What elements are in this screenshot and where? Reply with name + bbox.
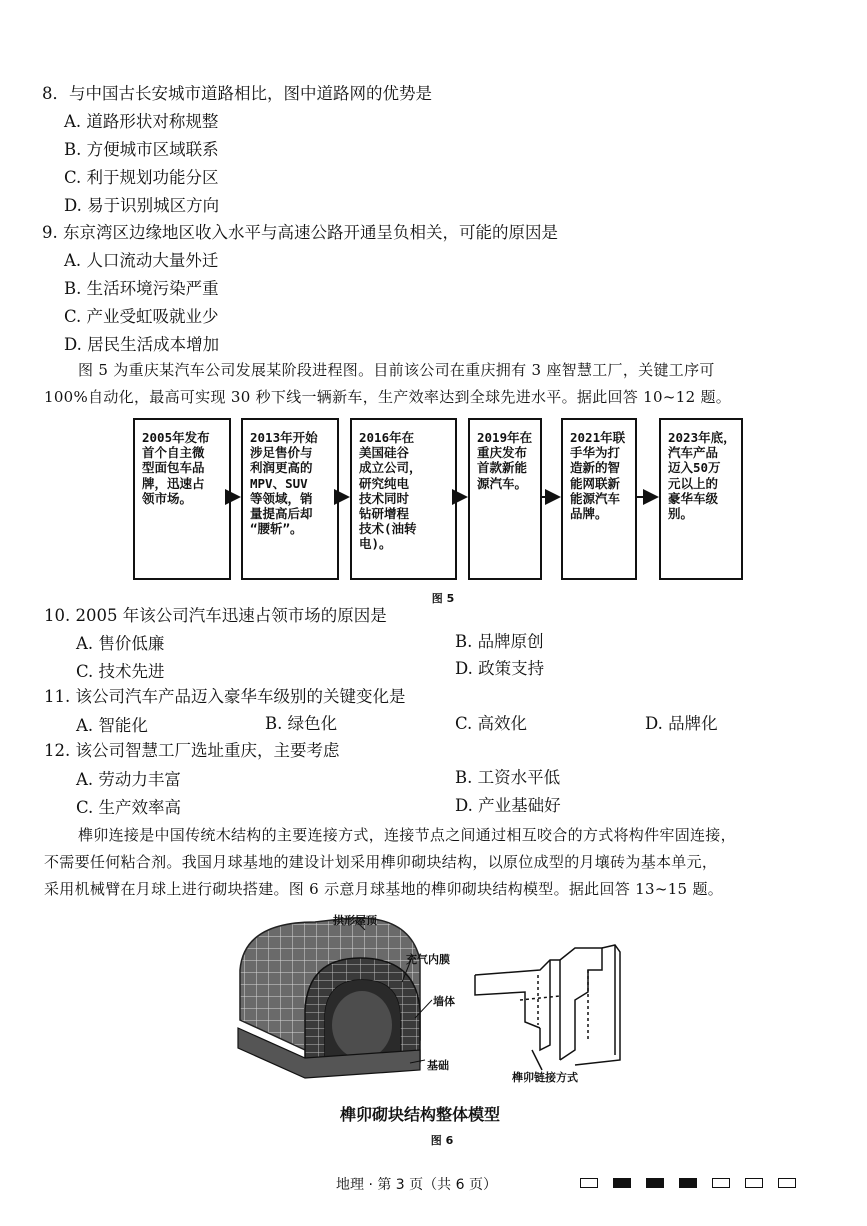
question-9-stem: 9. 东京湾区边缘地区收入水平与高速公路开通呈负相关，可能的原因是 [42,223,558,242]
question-11-stem: 11. 该公司汽车产品迈入豪华车级别的关键变化是 [44,687,406,706]
intro-10-12-line-1: 图 5 为重庆某汽车公司发展某阶段进程图。目前该公司在重庆拥有 3 座智慧工厂，关键工序可 [78,361,715,379]
question-8-option-d: D. 易于识别城区方向 [64,196,220,215]
flow-stage-2021-text: 2021年联 手华为打 造新的智 能网联新 能源汽车 品牌。 [570,430,626,522]
figure-6-caption: 图 6 [430,1134,454,1147]
question-12-option-c: C. 生产效率高 [76,798,182,817]
question-12-option-d: D. 产业基础好 [455,796,561,815]
wall-front-arch [305,958,420,1062]
question-12-option-b: B. 工资水平低 [455,768,561,787]
footer-mark [712,1178,730,1188]
question-8-option-c: C. 利于规划功能分区 [64,168,219,187]
question-9-option-a: A. 人口流动大量外迁 [64,251,219,270]
intro-13-15-line-2: 不需要任何粘合剂。我国月球基地的建设计划采用榫卯砌块结构，以原位成型的月壤砖为基本单元， [44,853,718,871]
label-inflatable-membrane: 充气内膜 [406,953,450,966]
question-10-stem: 10. 2005 年该公司汽车迅速占领市场的原因是 [44,606,387,625]
question-11-option-b: B. 绿色化 [265,714,338,733]
figure-6-title: 榫卯砌块结构整体模型 [340,1105,501,1124]
question-8-option-a: A. 道路形状对称规整 [64,112,219,131]
footer-mark [580,1178,598,1188]
question-9-option-d: D. 居民生活成本增加 [64,335,220,354]
label-tenon-joint: 榫卯链接方式 [512,1071,578,1084]
question-11-option-a: A. 智能化 [76,716,148,735]
question-10-option-b: B. 品牌原创 [455,632,544,651]
question-11-option-d: D. 品牌化 [645,714,718,733]
question-9-option-c: C. 产业受虹吸就业少 [64,307,219,326]
question-9-option-b: B. 生活环境污染严重 [64,279,219,298]
question-10-option-a: A. 售价低廉 [76,634,165,653]
question-8-option-b: B. 方便城市区域联系 [64,140,219,159]
footer-mark [745,1178,763,1188]
intro-13-15-line-3: 采用机械臂在月球上进行砌块搭建。图 6 示意月球基地的榫卯砌块结构模型。据此回答 13~15 题。 [44,880,724,898]
question-8-stem: 8．与中国古长安城市道路相比，图中道路网的优势是 [42,84,432,103]
question-11-option-c: C. 高效化 [455,714,528,733]
tenon-joint-drawing [475,945,620,1070]
flow-stage-2016-text: 2016年在 美国硅谷 成立公司， 研究纯电 技术同时 钻研增程 技术(油转 电)。 [359,430,422,552]
label-wall: 墙体 [433,995,455,1008]
footer-mark [778,1178,796,1188]
question-10-option-c: C. 技术先进 [76,662,165,681]
intro-13-15-line-1: 榫卯连接是中国传统木结构的主要连接方式，连接节点之间通过相互咬合的方式将构件牢固连接， [78,826,736,844]
page-footer: 地理 · 第 3 页（共 6 页） [336,1177,497,1193]
question-12-stem: 12. 该公司智慧工厂选址重庆，主要考虑 [44,741,340,760]
footer-mark [679,1178,697,1188]
flow-stage-2013-text: 2013年开始 涉足售价与 利润更高的 MPV、SUV 等领域，销 量提高后却 “腰斩”。 [250,430,318,537]
flow-stage-2005-text: 2005年发布 首个自主微 型面包车品 牌，迅速占 领市场。 [142,430,210,506]
flow-stage-2019-text: 2019年在 重庆发布 首款新能 源汽车。 [477,430,533,491]
label-foundation: 基础 [427,1059,449,1072]
label-arched-roof: 拱形屋顶 [333,914,377,927]
footer-marks [580,1178,820,1192]
flow-stage-2023-text: 2023年底， 汽车产品 迈入50万 元以上的 豪华车级 别。 [668,430,736,522]
figure-5-caption: 图 5 [431,592,455,605]
footer-mark [613,1178,631,1188]
footer-mark [646,1178,664,1188]
question-12-option-a: A. 劳动力丰富 [76,770,181,789]
question-10-option-d: D. 政策支持 [455,659,545,678]
intro-10-12-line-2: 100%自动化，最高可实现 30 秒下线一辆新车，生产效率达到全球先进水平。据此回答 10~12 题。 [44,388,732,406]
